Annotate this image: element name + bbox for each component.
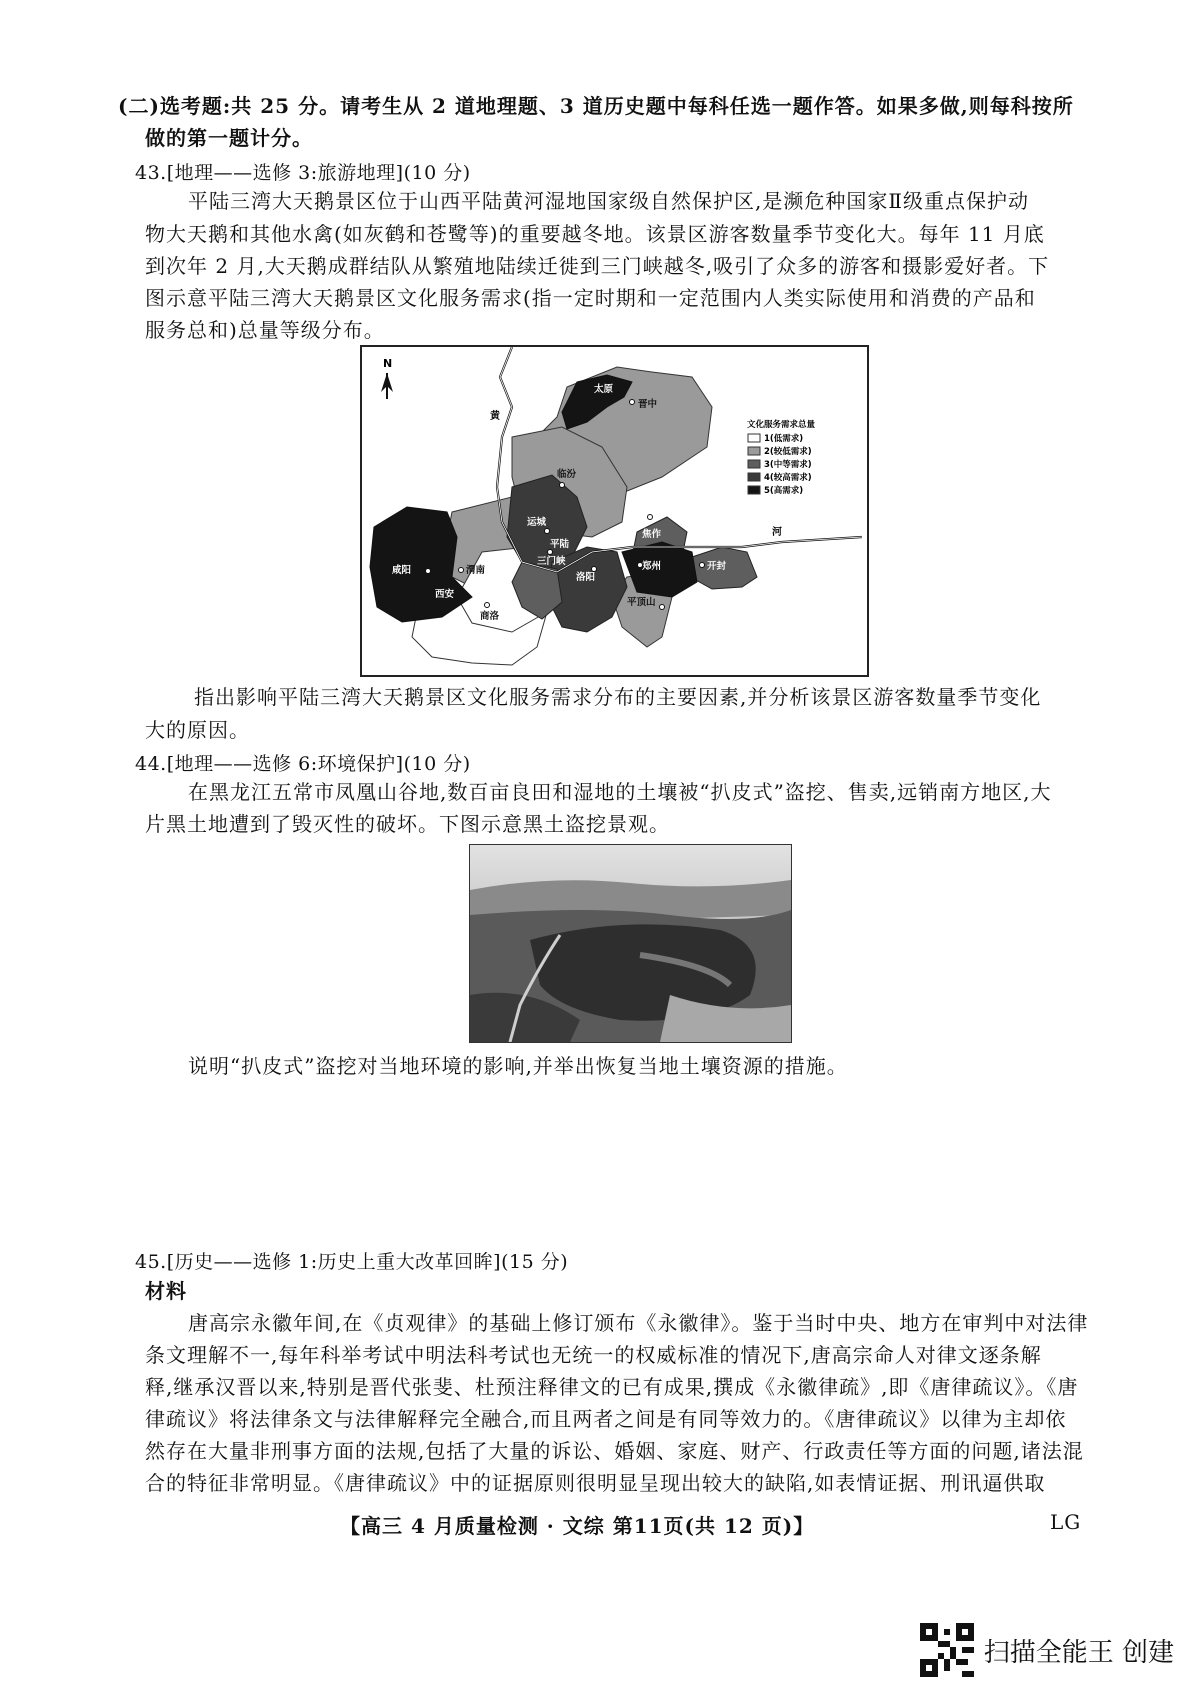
- q44-question: 说明“扒皮式”盗挖对当地环境的影响,并举出恢复当地土壤资源的措施。: [188, 1054, 848, 1078]
- section-instruction-line-1: (二)选考题:共 25 分。请考生从 2 道地理题、3 道历史题中每科任选一题作答。如果多做,则每科按所: [118, 94, 1074, 118]
- q45-title: 45.[历史——选修 1:历史上重大改革回眸](15 分): [135, 1251, 569, 1273]
- q43-question-line: 大的原因。: [145, 718, 250, 742]
- city-label-sanmenxia: 三门峡: [537, 556, 566, 567]
- river-label-huang: 黄: [490, 411, 500, 422]
- q45-para-line: 合的特征非常明显。《唐律疏议》中的证据原则很明显呈现出较大的缺陷,如表情证据、刑讯逼供取: [145, 1471, 1046, 1495]
- page-footer: 【高三 4 月质量检测 · 文综 第11页(共 12 页)】: [340, 1514, 815, 1538]
- city-label-jiaozuo: 焦作: [642, 529, 662, 540]
- q43-para-line: 到次年 2 月,大天鹅成群结队从繁殖地陆续迁徙到三门峡越冬,吸引了众多的游客和摄影爱好者。下: [145, 254, 1050, 278]
- legend-title: 文化服务需求总量: [747, 420, 816, 430]
- q45-para-line: 律疏议》将法律条文与法律解释完全融合,而且两者之间是有同等效力的。《唐律疏议》以律为主却依: [145, 1407, 1067, 1431]
- city-label-luoyang: 洛阳: [576, 572, 596, 583]
- legend-label-5: 5(高需求): [764, 486, 804, 496]
- north-label: N: [383, 357, 393, 370]
- city-label-pingdingshan: 平顶山: [627, 597, 656, 608]
- demand-level-map: [360, 345, 869, 677]
- city-label-taiyuan: 太原: [594, 384, 614, 395]
- q45-para-line: 然存在大量非刑事方面的法规,包括了大量的诉讼、婚姻、家庭、财产、行政责任等方面的问题,诸法混: [145, 1439, 1084, 1463]
- city-label-weinan: 渭南: [466, 565, 486, 576]
- city-label-zhengzhou: 郑州: [642, 561, 662, 572]
- legend-swatch-2: [748, 447, 760, 455]
- city-label-shangluo: 商洛: [480, 611, 500, 622]
- city-label-jinzhong: 晋中: [638, 399, 658, 410]
- map-svg: [362, 347, 867, 675]
- q45-material-label: 材料: [145, 1279, 187, 1303]
- q43-title: 43.[地理——选修 3:旅游地理](10 分): [135, 162, 471, 184]
- legend-swatch-5: [748, 486, 760, 494]
- q43-para-line: 物大天鹅和其他水禽(如灰鹤和苍鹭等)的重要越冬地。该景区游客数量季节变化大。每年 11 月底: [145, 222, 1045, 246]
- q43-question-line: 指出影响平陆三湾大天鹅景区文化服务需求分布的主要因素,并分析该景区游客数量季节变化: [194, 685, 1042, 709]
- river-label-he: 河: [772, 527, 782, 538]
- legend-label-1: 1(低需求): [764, 434, 804, 444]
- legend-label-3: 3(中等需求): [764, 460, 812, 470]
- q43-para-line: 图示意平陆三湾大天鹅景区文化服务需求(指一定时期和一定范围内人类实际使用和消费的产品和: [145, 286, 1036, 310]
- legend-swatch-3: [748, 460, 760, 468]
- q44-title: 44.[地理——选修 6:环境保护](10 分): [135, 753, 471, 775]
- qr-code-icon: [920, 1623, 974, 1677]
- city-label-yuncheng: 运城: [527, 517, 547, 528]
- city-label-pinglu: 平陆: [550, 539, 570, 550]
- footer-code: LG: [1050, 1510, 1082, 1534]
- q44-para-line: 在黑龙江五常市凤凰山谷地,数百亩良田和湿地的土壤被“扒皮式”盗挖、售卖,远销南方地区,大: [188, 780, 1052, 804]
- legend-label-4: 4(较高需求): [764, 473, 812, 483]
- legend-swatch-1: [748, 434, 760, 442]
- black-soil-theft-photo: [469, 844, 792, 1043]
- q45-para-line: 条文理解不一,每年科举考试中明法科考试也无统一的权威标准的情况下,唐高宗命人对律文逐条解: [145, 1343, 1042, 1367]
- scanner-label: 扫描全能王 创建: [983, 1637, 1174, 1668]
- section-instruction-line-2: 做的第一题计分。: [145, 126, 313, 150]
- legend-label-2: 2(较低需求): [764, 447, 812, 457]
- city-label-xian: 西安: [435, 589, 455, 600]
- q45-para-line: 释,继承汉晋以来,特别是晋代张斐、杜预注释律文的已有成果,撰成《永徽律疏》,即《唐律疏议》。《唐: [145, 1375, 1079, 1399]
- q44-para-line: 片黑土地遭到了毁灭性的破坏。下图示意黑土盗挖景观。: [145, 812, 670, 836]
- q45-para-line: 唐高宗永徽年间,在《贞观律》的基础上修订颁布《永徽律》。鉴于当时中央、地方在审判中对法律: [188, 1311, 1089, 1335]
- map-legend: [747, 419, 816, 496]
- scanner-watermark: [920, 1623, 1174, 1677]
- city-label-linfen: 临汾: [557, 469, 577, 480]
- city-label-xianyang: 咸阳: [392, 565, 412, 576]
- legend-swatch-4: [748, 473, 760, 481]
- q43-para-line: 服务总和)总量等级分布。: [145, 318, 385, 342]
- q43-para-line: 平陆三湾大天鹅景区位于山西平陆黄河湿地国家级自然保护区,是濒危种国家Ⅱ级重点保护动: [188, 189, 1029, 213]
- city-label-kaifeng: 开封: [707, 561, 727, 572]
